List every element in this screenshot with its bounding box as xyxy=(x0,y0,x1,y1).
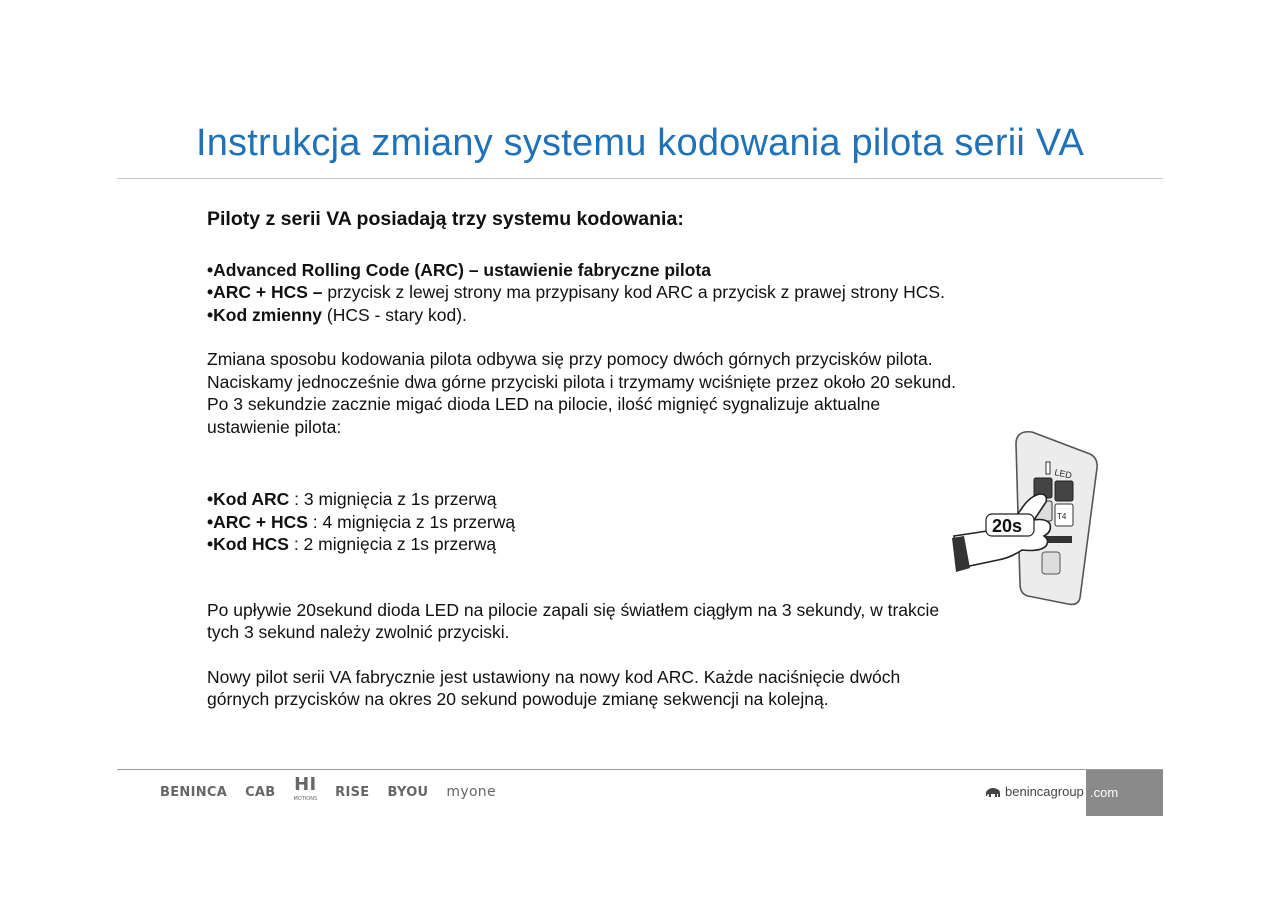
timer-label: 20s xyxy=(992,516,1023,536)
logo-rise: RISE xyxy=(335,784,370,800)
paragraph-line: górnych przycisków na okres 20 sekund powoduje zmianę sekwencji na kolejną. xyxy=(207,689,829,709)
logo-beninca: BENINCA xyxy=(160,784,228,800)
paragraph-line: tych 3 sekund należy zwolnić przyciski. xyxy=(207,622,510,642)
list-item: •Kod HCS : 2 mignięcia z 1s przerwą xyxy=(207,534,497,554)
elephant-icon xyxy=(985,786,1001,798)
coding-systems-list xyxy=(207,259,1107,327)
footer-divider xyxy=(117,769,1163,770)
paragraph-line: Nowy pilot serii VA fabrycznie jest ustawiony na nowy kod ARC. Każde naciśnięcie dwóch xyxy=(207,666,901,687)
website-suffix: .com xyxy=(1090,785,1119,800)
list-item: •ARC + HCS – przycisk z lewej strony ma przypisany kod ARC a przycisk z prawej strony HCS. xyxy=(207,282,945,302)
keyring-slot-icon xyxy=(1042,552,1060,574)
logo-myone: myone xyxy=(446,784,496,800)
paragraph-line: Naciskamy jednocześnie dwa górne przyciski pilota i trzymamy wciśnięte przez około 20 sekund. xyxy=(207,371,956,392)
website-suffix-box xyxy=(1086,770,1163,816)
logo-byou: BYOU xyxy=(387,784,429,800)
logo-hi: HI MOTIONS xyxy=(293,774,318,802)
brand-logos xyxy=(160,774,514,804)
list-item: •Kod zmienny (HCS - stary kod). xyxy=(207,304,467,325)
website-label: benincagroup xyxy=(1005,784,1084,799)
paragraph-line: Po 3 sekundzie zacznie migać dioda LED na pilocie, ilość mignięć sygnalizuje aktualne xyxy=(207,394,881,414)
button-t2-icon xyxy=(1055,481,1073,501)
list-item: •Advanced Rolling Code (ARC) – ustawienie fabryczne pilota xyxy=(207,259,711,280)
logo-cab: CAB xyxy=(245,784,276,800)
website-link[interactable] xyxy=(985,784,1084,799)
led-icon xyxy=(1046,462,1050,474)
list-item: •ARC + HCS : 4 mignięcia z 1s przerwą xyxy=(207,511,516,532)
factory-setting-paragraph xyxy=(207,666,1107,711)
paragraph-line: ustawienie pilota: xyxy=(207,416,342,437)
list-item: •Kod ARC : 3 mignięcia z 1s przerwą xyxy=(207,489,497,509)
procedure-paragraph xyxy=(207,348,1107,438)
button-t4-label: T4 xyxy=(1057,512,1067,521)
section-heading: Piloty z serii VA posiadają trzy systemu kodowania: xyxy=(207,208,684,230)
paragraph-line: Po upływie 20sekund dioda LED na pilocie zapali się światłem ciągłym na 3 sekundy, w trakcie xyxy=(207,599,940,620)
remote-illustration xyxy=(950,428,1100,608)
paragraph-line: Zmiana sposobu kodowania pilota odbywa się przy pomocy dwóch górnych przycisków pilota. xyxy=(207,349,933,369)
led-label: LED xyxy=(1053,467,1073,481)
page-title: Instrukcja zmiany systemu kodowania pilota serii VA xyxy=(195,122,1085,164)
title-divider xyxy=(117,178,1163,179)
